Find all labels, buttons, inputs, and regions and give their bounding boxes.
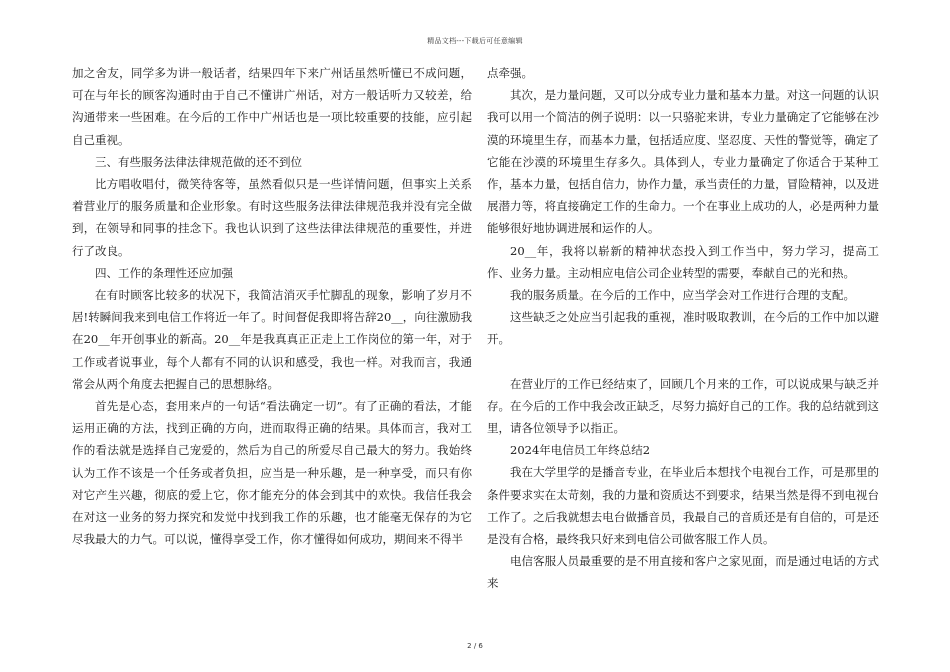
paragraph: 点牵强。: [487, 66, 533, 80]
paragraph: 在有时顾客比较多的状况下，我简洁消灭手忙脚乱的现象，影响了岁月不居!转瞬间我来到电信工作将近一年了。时间督促我即将告辞20__，向往激励我在20__年开创事业的新高。20__年是我真真正正走上工作岗位的第一年，对于工作或者说事业，每个人都有不同的认识和感受，我也一样。对我而言，我通常会从两个角度去把握自己的思想脉络。: [72, 288, 472, 391]
paragraph: 比方唱收唱付，微笑待客等，虽然看似只是一些详情问题，但事实上关系着营业厅的服务质量和企业形象。有时这些服务法律法律规范我并没有完全做到，在领导和同事的挂念下。我也认识到了这些法律法律规范的重要性，并进行了改良。: [72, 177, 472, 258]
paragraph: 这些缺乏之处应当引起我的重视，准时吸取教训，在今后的工作中加以避开。: [487, 310, 879, 347]
left-text-column: [72, 62, 472, 550]
paragraph: 20__年，我将以崭新的精神状态投入到工作当中，努力学习，提高工作、业务力量。主动相应电信公司企业转型的需要，奉献自己的光和热。: [487, 243, 879, 280]
paragraph: 加之舍友，同学多为讲一般话者，结果四年下来广州话虽然听懂已不成问题，可在与年长的顾客沟通时由于自己不懂讲广州话，对方一般话听力又较差，给沟通带来一些困难。在今后的工作中广州话也是一项比较重要的技能，应引起自己重视。: [72, 66, 472, 147]
right-text-column: [487, 62, 879, 595]
section-heading: 四、工作的条理性还应加强: [95, 265, 233, 280]
paragraph: 电信客服人员最重要的是不用直接和客户之家见面，而是通过电话的方式来: [487, 554, 879, 591]
page-number: 2 / 6: [467, 642, 483, 650]
paragraph: 我在大学里学的是播音专业，在毕业后本想找个电视台工作，可是那里的条件要求实在太苛刻，我的力量和资质达不到要求，结果当然是得不到电视台工作了。之后我就想去电台做播音员，我最自己的音质还是有自信的，可是还是没有合格，最终我只好来到电信公司做客服工作人员。: [487, 465, 879, 547]
section-heading: 三、有些服务法律法律规范做的还不到位: [95, 154, 302, 169]
paragraph: 我的服务质量。在今后的工作中，应当学会对工作进行合理的支配。: [510, 288, 855, 303]
page-header: 精品文档---下载后可任意编辑: [427, 37, 523, 45]
paragraph: 首先是心态，套用来卢的一句话“看法确定一切”。有了正确的看法，才能运用正确的方法，找到正确的方向，进而取得正确的结果。具体而言，我对工作的看法就是选择自己宠爱的，然后为自己的所爱尽自己最大的努力。我始终认为工作不该是一个任务或者负担，应当是一种乐趣，是一种享受，而只有你对它产生兴趣，彻底的爱上它，你才能充分的体会到其中的欢快。我信任我会在对这一业务的努力探究和发觉中找到我工作的乐趣，也才能毫无保存的为它尽我最大的力气。可以说，懂得享受工作，你才懂得如何成功，期间来不得半: [72, 399, 472, 547]
document-subtitle: 2024年电信员工年终总结2: [510, 443, 651, 458]
blank-line: [487, 351, 879, 373]
paragraph: 其次，是力量问题，又可以分成专业力量和基本力量。对这一问题的认识我可以用一个简洁的例子说明：以一只骆驼来讲，专业力量确定了它能够在沙漠的环境里生存，而基本力量，包括适应度、坚忍度、天性的警觉等，确定了它能在沙漠的环境里生存多久。具体到人，专业力量确定了你适合于某种工作，基本力量，包括自信力，协作力量，承当责任的力量，冒险精神，以及进展潜力等，将直接确定工作的生命力。一个在事业上成功的人，必是两种力量能够很好地协调进展和运作的人。: [487, 88, 879, 236]
paragraph: 在营业厅的工作已经结束了，回顾几个月来的工作，可以说成果与缺乏并存。在今后的工作中我会改正缺乏，尽努力搞好自己的工作。我的总结就到这里，请各位领导予以指正。: [487, 376, 879, 436]
